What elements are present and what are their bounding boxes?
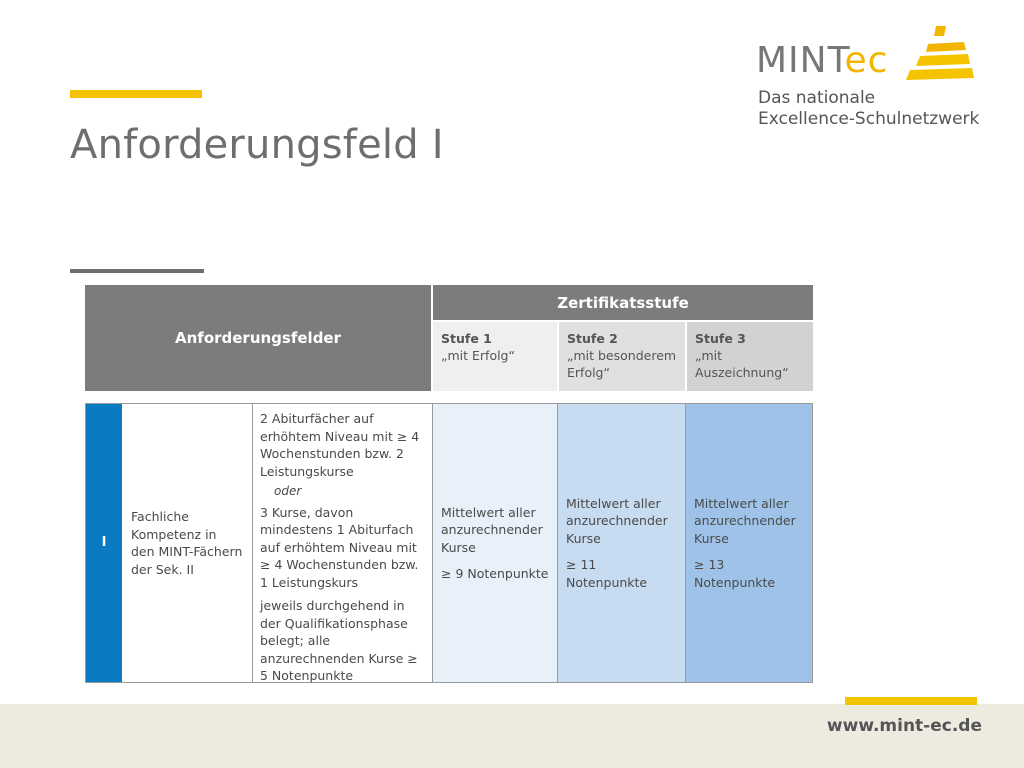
row-field [122, 404, 253, 682]
requirement-a: 2 Abiturfächer auf erhöhtem Niveau mit ≥ 4 Wochenstunden bzw. 2 Leistungskurse [260, 411, 420, 479]
stufe-2-name: Stufe 2 [567, 331, 618, 346]
footer-url[interactable]: www.mint-ec.de [826, 716, 982, 736]
stufe-3-points: ≥ 13 Notenpunkte [694, 557, 776, 590]
stufe-3-text: Mittelwert aller anzurechnender Kurse [694, 495, 796, 546]
page-title: Anforderungsfeld I [70, 122, 444, 168]
logo-word-main: MINT [756, 40, 845, 81]
header-anforderungsfelder: Anforderungsfelder [85, 285, 431, 391]
row-stufe-2 [558, 404, 686, 682]
header-zertifikatsstufe: Zertifikatsstufe [433, 285, 813, 320]
stufe-1-text: Mittelwert aller anzurechnender Kurse [441, 504, 543, 555]
logo-tagline [758, 88, 979, 130]
row-number: I [86, 404, 122, 682]
row-requirements [253, 404, 433, 682]
table-header [85, 285, 813, 393]
stufe-3-name: Stufe 3 [695, 331, 746, 346]
table-row [85, 403, 813, 683]
requirement-oder: oder [274, 484, 302, 498]
footer-band [0, 704, 1024, 768]
logo-wordmark [756, 40, 888, 81]
stufe-3-desc: „mit Auszeichnung“ [695, 348, 789, 380]
title-accent-bar [70, 90, 202, 98]
stufe-2-text: Mittelwert aller anzurechnender Kurse [566, 495, 668, 546]
header-stufe-1 [433, 322, 557, 391]
logo-tagline-line2: Excellence-Schulnetzwerk [758, 109, 980, 129]
pyramid-logo-icon [906, 22, 974, 80]
stufe-2-points: ≥ 11 Notenpunkte [566, 557, 648, 590]
row-stufe-1 [433, 404, 558, 682]
stufe-1-name: Stufe 1 [441, 331, 492, 346]
stufe-1-desc: „mit Erfolg“ [441, 348, 515, 363]
row-stufe-3 [686, 404, 812, 682]
logo-word-accent: ec [844, 40, 889, 81]
stufe-1-points: ≥ 9 Notenpunkte [441, 566, 549, 581]
title-underline [70, 269, 204, 273]
row-field-text: Fachliche Kompetenz in den MINT-Fächern der Sek. II [131, 509, 243, 577]
requirement-c: jeweils durchgehend in der Qualifikationsphase belegt; alle anzurechnenden Kurse ≥ 5 Notenpunkte [260, 598, 418, 683]
logo-tagline-line1: Das nationale [758, 88, 876, 108]
stufe-2-desc: „mit besonderem Erfolg“ [567, 348, 677, 380]
header-stufe-3 [687, 322, 813, 391]
requirements-table [85, 285, 813, 683]
footer-accent-bar [845, 697, 977, 705]
header-stufe-2 [559, 322, 685, 391]
requirement-b: 3 Kurse, davon mindestens 1 Abiturfach auf erhöhtem Niveau mit ≥ 4 Wochenstunden bzw. 1 Leistungskurs [260, 504, 419, 590]
mintec-logo [756, 22, 996, 132]
